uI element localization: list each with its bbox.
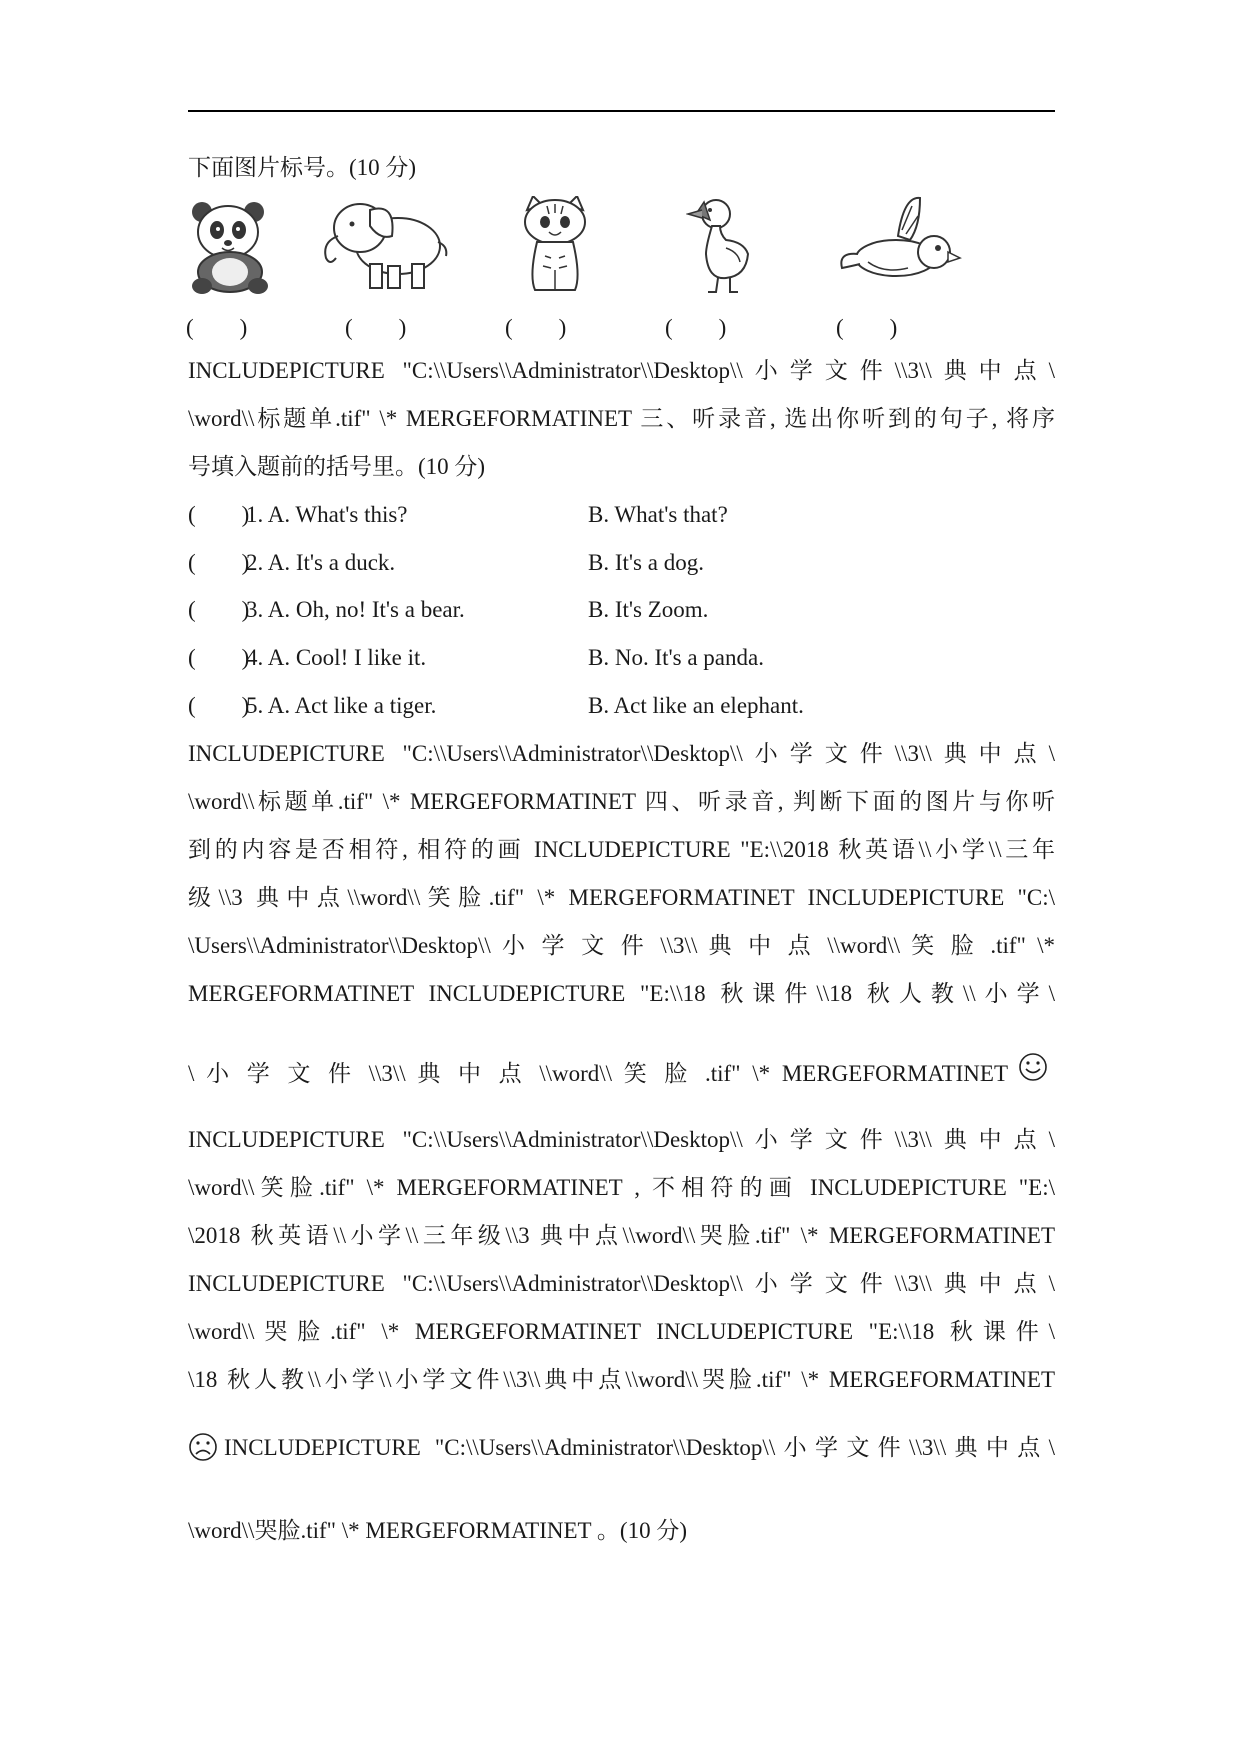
section4-line: INCLUDEPICTURE "C:\\Users\\Administrator\\Desktop\\小学文件\\3\\典中点\ (224, 1435, 1055, 1460)
option-a: 4. A. Cool! I like it. (246, 645, 427, 670)
option-b: B. It's a dog. (588, 550, 704, 575)
option-a: 2. A. It's a duck. (246, 550, 396, 575)
header-rule (188, 110, 1055, 112)
section4-line: \ 小 学 文 件 \\3\\ 典 中 点 \\word\\ 笑 脸 .tif" \* MERGEFORMATINET (188, 1061, 1008, 1086)
section4-line: INCLUDEPICTURE "C:\\Users\\Administrator\\Desktop\\小学文件\\3\\典中点\ (188, 1127, 1055, 1152)
smiley-face-icon (1018, 1052, 1048, 1082)
section4-line: MERGEFORMATINET INCLUDEPICTURE "E:\\18 秋课件\\18 秋人教\\小学\ (188, 981, 1055, 1006)
section4-line: \Users\\Administrator\\Desktop\\ 小 学 文 件 \\3\\ 典 中 点 \\word\\ 笑 脸 .tif" \* (188, 933, 1055, 958)
option-b: B. It's Zoom. (588, 597, 709, 622)
bird-picture (838, 196, 963, 296)
picture-blank[interactable]: ( ) (665, 315, 727, 340)
picture-blank[interactable]: ( ) (345, 315, 407, 340)
section4-line: 到的内容是否相符, 相符的画 INCLUDEPICTURE "E:\\2018 秋英语\\小学\\三年 (188, 837, 1055, 862)
section4-line: \18 秋人教\\小学\\小学文件\\3\\典中点\\word\\哭脸.tif" \* MERGEFORMATINET (188, 1367, 1055, 1392)
section4-line: \word\\笑脸.tif" \* MERGEFORMATINET , 不相符的画 INCLUDEPICTURE "E:\ (188, 1175, 1055, 1200)
section3-line: INCLUDEPICTURE "C:\\Users\\Administrator\\Desktop\\小学文件\\3\\典中点\ (188, 358, 1055, 383)
smile-line (188, 1052, 1055, 1092)
section4-line: \2018 秋英语\\小学\\三年级\\3 典中点\\word\\哭脸.tif" \* MERGEFORMATINET (188, 1223, 1055, 1248)
sad-face-icon (188, 1432, 218, 1462)
option-b: B. No. It's a panda. (588, 645, 764, 670)
picture-blank[interactable]: ( ) (836, 315, 898, 340)
cat-picture (515, 196, 595, 296)
section4-line: INCLUDEPICTURE "C:\\Users\\Administrator\\Desktop\\小学文件\\3\\典中点\ (188, 741, 1055, 766)
option-a: 5. A. Act like a tiger. (246, 693, 437, 718)
section4-line: \word\\哭脸.tif" \* MERGEFORMATINET INCLUDEPICTURE "E:\\18 秋课件\ (188, 1319, 1055, 1344)
section4-line: \word\\标题单.tif" \* MERGEFORMATINET 四、听录音, 判断下面的图片与你听 (188, 789, 1055, 814)
picture-blank[interactable]: ( ) (505, 315, 567, 340)
option-a: 1. A. What's this? (246, 502, 408, 527)
answer-blank[interactable]: ( ) (188, 693, 250, 718)
panda-picture (188, 196, 278, 296)
sad-line (188, 1428, 1055, 1468)
section4-line: INCLUDEPICTURE "C:\\Users\\Administrator\\Desktop\\小学文件\\3\\典中点\ (188, 1271, 1055, 1296)
duck-picture (686, 196, 756, 296)
section3-line: \word\\标题单.tif" \* MERGEFORMATINET 三、听录音, 选出你听到的句子, 将序 (188, 406, 1055, 431)
section2-title: 下面图片标号。(10 分) (188, 155, 417, 180)
answer-blank[interactable]: ( ) (188, 597, 250, 622)
picture-row (0, 196, 1241, 306)
answer-blank[interactable]: ( ) (188, 550, 250, 575)
section4-line: 级\\3 典中点\\word\\笑脸.tif" \* MERGEFORMATINET INCLUDEPICTURE "C:\ (188, 885, 1055, 910)
answer-blank[interactable]: ( ) (188, 502, 250, 527)
option-b: B. What's that? (588, 502, 728, 527)
elephant-picture (318, 196, 453, 296)
option-b: B. Act like an elephant. (588, 693, 804, 718)
section3-line: 号填入题前的括号里。(10 分) (188, 454, 486, 479)
picture-blank[interactable]: ( ) (186, 315, 248, 340)
section4-line: \word\\哭脸.tif" \* MERGEFORMATINET 。(10 分) (188, 1518, 687, 1543)
option-a: 3. A. Oh, no! It's a bear. (246, 597, 465, 622)
answer-blank[interactable]: ( ) (188, 645, 250, 670)
